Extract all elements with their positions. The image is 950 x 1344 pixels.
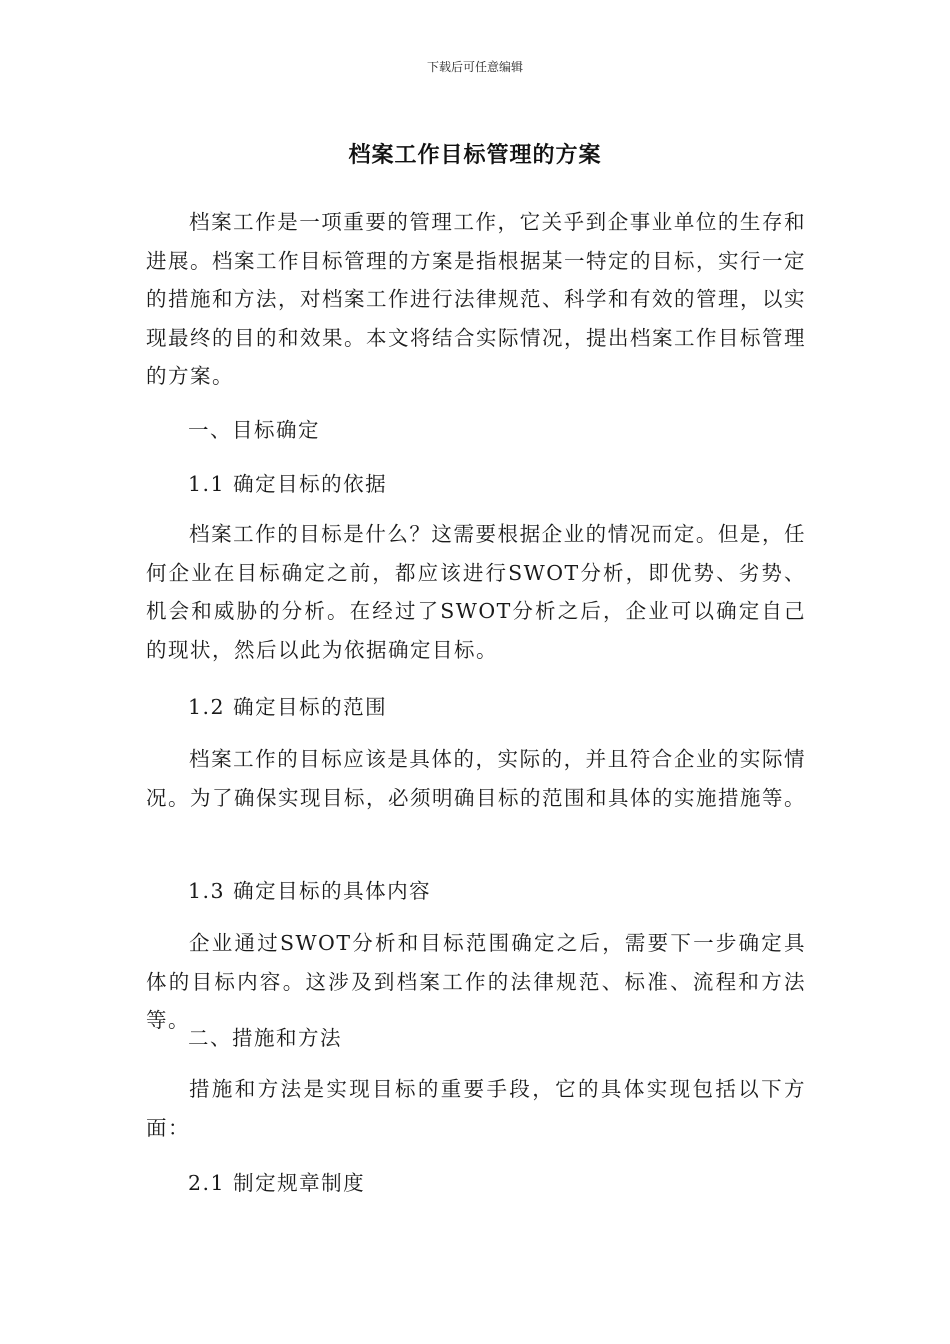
section-2-block: [146, 1070, 806, 1147]
section-2-paragraph: 措施和方法是实现目标的重要手段，它的具体实现包括以下方面：: [146, 1077, 806, 1140]
section-1-3-heading: 1.3 确定目标的具体内容: [188, 879, 432, 903]
intro-paragraph-block: [146, 203, 806, 396]
section-1-heading: 一、目标确定: [188, 418, 320, 442]
section-1-1-paragraph: 档案工作的目标是什么？这需要根据企业的情况而定。但是，任何企业在目标确定之前，都应该进行SWOT分析，即优势、劣势、机会和威胁的分析。在经过了SWOT分析之后，企业可以确定自己的现状，然后以此为依据确定目标。: [146, 522, 806, 662]
section-1-1-heading: 1.1 确定目标的依据: [188, 472, 388, 496]
section-1-2-heading: 1.2 确定目标的范围: [188, 695, 388, 719]
document-title: 档案工作目标管理的方案: [348, 143, 602, 168]
intro-paragraph: 档案工作是一项重要的管理工作，它关乎到企事业单位的生存和进展。档案工作目标管理的方案是指根据某一特定的目标，实行一定的措施和方法，对档案工作进行法律规范、科学和有效的管理，以实现最终的目的和效果。本文将结合实际情况，提出档案工作目标管理的方案。: [146, 210, 806, 388]
header-note: 下载后可任意编辑: [426, 60, 523, 74]
section-1-2-paragraph: 档案工作的目标应该是具体的，实际的，并且符合企业的实际情况。为了确保实现目标，必须明确目标的范围和具体的实施措施等。: [146, 747, 806, 810]
section-1-1-block: [146, 515, 806, 669]
section-2-1-heading: 2.1 制定规章制度: [188, 1171, 366, 1195]
section-1-3-paragraph: 企业通过SWOT分析和目标范围确定之后，需要下一步确定具体的目标内容。这涉及到档案工作的法律规范、标准、流程和方法等。: [146, 931, 806, 1032]
section-1-2-block: [146, 740, 806, 817]
section-2-heading: 二、措施和方法: [188, 1026, 342, 1050]
